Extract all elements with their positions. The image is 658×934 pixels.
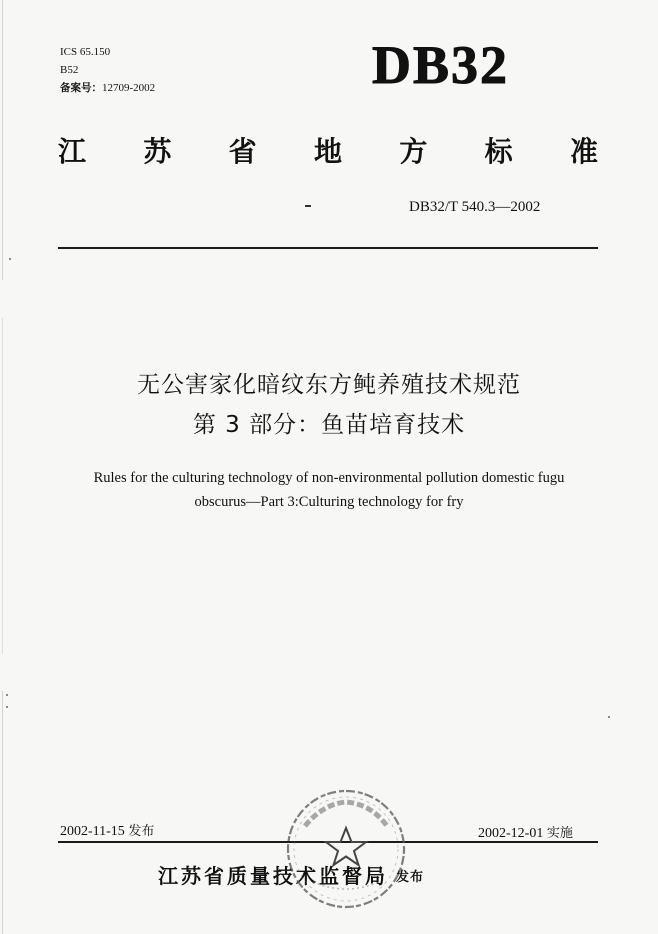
classification-block bbox=[60, 43, 155, 97]
scan-speck bbox=[6, 694, 8, 696]
chinese-title-line-2: 第 3 部分：鱼苗培育技术 bbox=[192, 412, 466, 438]
issue-label: 发布 bbox=[128, 824, 155, 839]
issue-date-value: 2002-11-15 bbox=[60, 824, 125, 839]
filing-label: 备案号： bbox=[60, 82, 102, 94]
english-title-line-2: obscurus—Part 3:Culturing technology for fry bbox=[194, 494, 464, 510]
standard-type-char: 苏 bbox=[143, 135, 172, 168]
implementation-date-value: 2002-12-01 bbox=[478, 826, 544, 841]
standard-type-char: 地 bbox=[313, 135, 342, 168]
scan-mark bbox=[305, 205, 311, 207]
ics-code: ICS 65.150 bbox=[60, 46, 111, 58]
english-title-line-1: Rules for the culturing technology of non-environmental pollution domestic fugu bbox=[93, 470, 565, 486]
standard-number: DB32/T 540.3—2002 bbox=[409, 199, 541, 215]
filing-record bbox=[60, 79, 155, 97]
standard-type-char: 准 bbox=[569, 135, 598, 168]
standard-type-title bbox=[58, 135, 598, 168]
chinese-title-line-1: 无公害家化暗纹东方鲀养殖技术规范 bbox=[137, 372, 521, 398]
db-code: DB32 bbox=[372, 35, 510, 95]
issue-date bbox=[60, 820, 154, 840]
scan-speck bbox=[608, 716, 610, 718]
publisher-name: 江苏省质量技术监督局 bbox=[158, 864, 388, 888]
publish-label: 发布 bbox=[396, 870, 425, 885]
header-divider bbox=[58, 247, 598, 249]
standard-type-char: 省 bbox=[228, 135, 257, 168]
filing-number: 12709-2002 bbox=[102, 82, 156, 94]
scan-speck bbox=[6, 706, 8, 708]
category-code: B52 bbox=[60, 64, 79, 76]
page-edge bbox=[2, 0, 3, 934]
standard-type-char: 标 bbox=[484, 135, 513, 168]
implementation-label: 实施 bbox=[546, 826, 573, 841]
official-seal-stamp bbox=[283, 786, 409, 912]
implementation-date bbox=[478, 822, 573, 842]
scan-speck bbox=[9, 258, 11, 260]
standard-type-char: 江 bbox=[58, 135, 87, 168]
standard-type-char: 方 bbox=[399, 135, 428, 168]
